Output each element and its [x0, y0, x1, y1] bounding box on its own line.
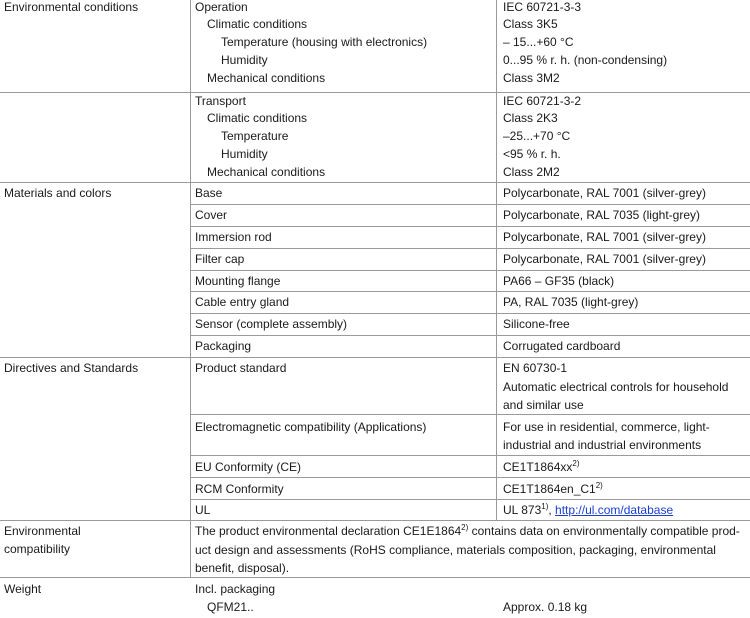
- divider: [190, 335, 750, 336]
- operation-standard: IEC 60721-3-3: [503, 0, 582, 14]
- footnote-ref: 1): [541, 502, 549, 511]
- column-divider: [190, 0, 191, 577]
- section-label-env-compat: compatibility: [4, 542, 71, 556]
- env-declaration-text-b: contains data on environmentally compatible prod-: [468, 524, 740, 538]
- transport-humidity-value: <95 % r. h.: [503, 147, 561, 161]
- ul-database-link[interactable]: http://ul.com/database: [555, 503, 674, 517]
- transport-temperature-value: –25...+70 °C: [503, 129, 571, 143]
- divider: [0, 357, 750, 358]
- divider: [0, 520, 750, 521]
- emc-label: Electromagnetic compatibility (Applications): [195, 420, 427, 434]
- eu-conformity-value: [503, 460, 580, 475]
- material-name: Filter cap: [195, 252, 245, 266]
- transport-mechanical-value: Class 2M2: [503, 165, 560, 179]
- rcm-conformity-value: [503, 482, 603, 497]
- divider: [190, 226, 750, 227]
- ul-separator: ,: [548, 503, 556, 517]
- transport-mechanical-label: Mechanical conditions: [207, 165, 326, 179]
- divider: [190, 248, 750, 249]
- section-label-environmental-conditions: Environmental conditions: [4, 0, 139, 14]
- product-standard-desc: Automatic electrical controls for household: [503, 380, 729, 394]
- divider: [190, 313, 750, 314]
- product-standard-value: EN 60730-1: [503, 361, 568, 375]
- divider: [190, 477, 750, 478]
- env-declaration-text: [195, 524, 740, 539]
- operation-temperature-value: – 15...+60 °C: [503, 35, 574, 49]
- weight-value: Approx. 0.18 kg: [503, 600, 588, 614]
- section-label-env-compat: Environmental: [4, 524, 81, 538]
- operation-humidity-value: 0...95 % r. h. (non-condensing): [503, 53, 668, 67]
- section-label-weight: Weight: [4, 582, 42, 596]
- column-divider: [496, 0, 497, 520]
- material-name: Packaging: [195, 339, 252, 353]
- ul-label: UL: [195, 503, 211, 517]
- divider: [190, 455, 750, 456]
- emc-value: For use in residential, commerce, light-: [503, 420, 710, 434]
- operation-mechanical-label: Mechanical conditions: [207, 71, 326, 85]
- section-label-materials: Materials and colors: [4, 186, 112, 200]
- material-value: Polycarbonate, RAL 7035 (light-grey): [503, 208, 700, 222]
- divider: [190, 204, 750, 205]
- material-value: Silicone-free: [503, 317, 570, 331]
- material-name: Sensor (complete assembly): [195, 317, 348, 331]
- footnote-ref: 2): [461, 523, 469, 532]
- material-value: Polycarbonate, RAL 7001 (silver-grey): [503, 230, 706, 244]
- section-label-directives: Directives and Standards: [4, 361, 139, 375]
- divider: [0, 182, 750, 183]
- emc-value: industrial and industrial environments: [503, 438, 702, 452]
- rcm-conformity-code: CE1T1864en_C1: [503, 482, 596, 496]
- divider: [190, 291, 750, 292]
- footnote-ref: 2): [572, 459, 580, 468]
- material-name: Cable entry gland: [195, 295, 290, 309]
- material-value: Polycarbonate, RAL 7001 (silver-grey): [503, 252, 706, 266]
- transport-label: Transport: [195, 94, 246, 108]
- footnote-ref: 2): [595, 481, 603, 490]
- product-standard-label: Product standard: [195, 361, 287, 375]
- ul-value: [503, 503, 673, 518]
- transport-standard: IEC 60721-3-2: [503, 94, 582, 108]
- material-value: PA, RAL 7035 (light-grey): [503, 295, 639, 309]
- ul-standard: UL 873: [503, 503, 542, 517]
- divider: [190, 270, 750, 271]
- transport-climatic-value: Class 2K3: [503, 111, 558, 125]
- rcm-conformity-label: RCM Conformity: [195, 482, 284, 496]
- transport-humidity-label: Humidity: [221, 147, 268, 161]
- material-name: Mounting flange: [195, 274, 281, 288]
- env-declaration-text-a: The product environmental declaration CE1E1864: [195, 524, 462, 538]
- material-value: PA66 – GF35 (black): [503, 274, 615, 288]
- eu-conformity-label: EU Conformity (CE): [195, 460, 302, 474]
- env-declaration-text: uct design and assessments (RoHS compliance, materials composition, packaging, environmental: [195, 543, 716, 557]
- operation-climatic-label: Climatic conditions: [207, 17, 308, 31]
- operation-label: Operation: [195, 0, 248, 14]
- material-value: Corrugated cardboard: [503, 339, 621, 353]
- material-name: Cover: [195, 208, 228, 222]
- operation-humidity-label: Humidity: [221, 53, 268, 67]
- eu-conformity-code: CE1T1864xx: [503, 460, 573, 474]
- weight-model: QFM21..: [207, 600, 254, 614]
- divider: [190, 414, 750, 415]
- transport-climatic-label: Climatic conditions: [207, 111, 308, 125]
- transport-temperature-label: Temperature: [221, 129, 289, 143]
- divider: [0, 92, 750, 93]
- env-declaration-text: benefit, disposal).: [195, 561, 290, 575]
- operation-climatic-value: Class 3K5: [503, 17, 558, 31]
- material-name: Base: [195, 186, 223, 200]
- divider: [190, 499, 750, 500]
- operation-temperature-label: Temperature (housing with electronics): [221, 35, 428, 49]
- operation-mechanical-value: Class 3M2: [503, 71, 560, 85]
- divider: [0, 577, 750, 578]
- product-standard-desc: and similar use: [503, 398, 584, 412]
- material-value: Polycarbonate, RAL 7001 (silver-grey): [503, 186, 706, 200]
- weight-incl-label: Incl. packaging: [195, 582, 276, 596]
- material-name: Immersion rod: [195, 230, 272, 244]
